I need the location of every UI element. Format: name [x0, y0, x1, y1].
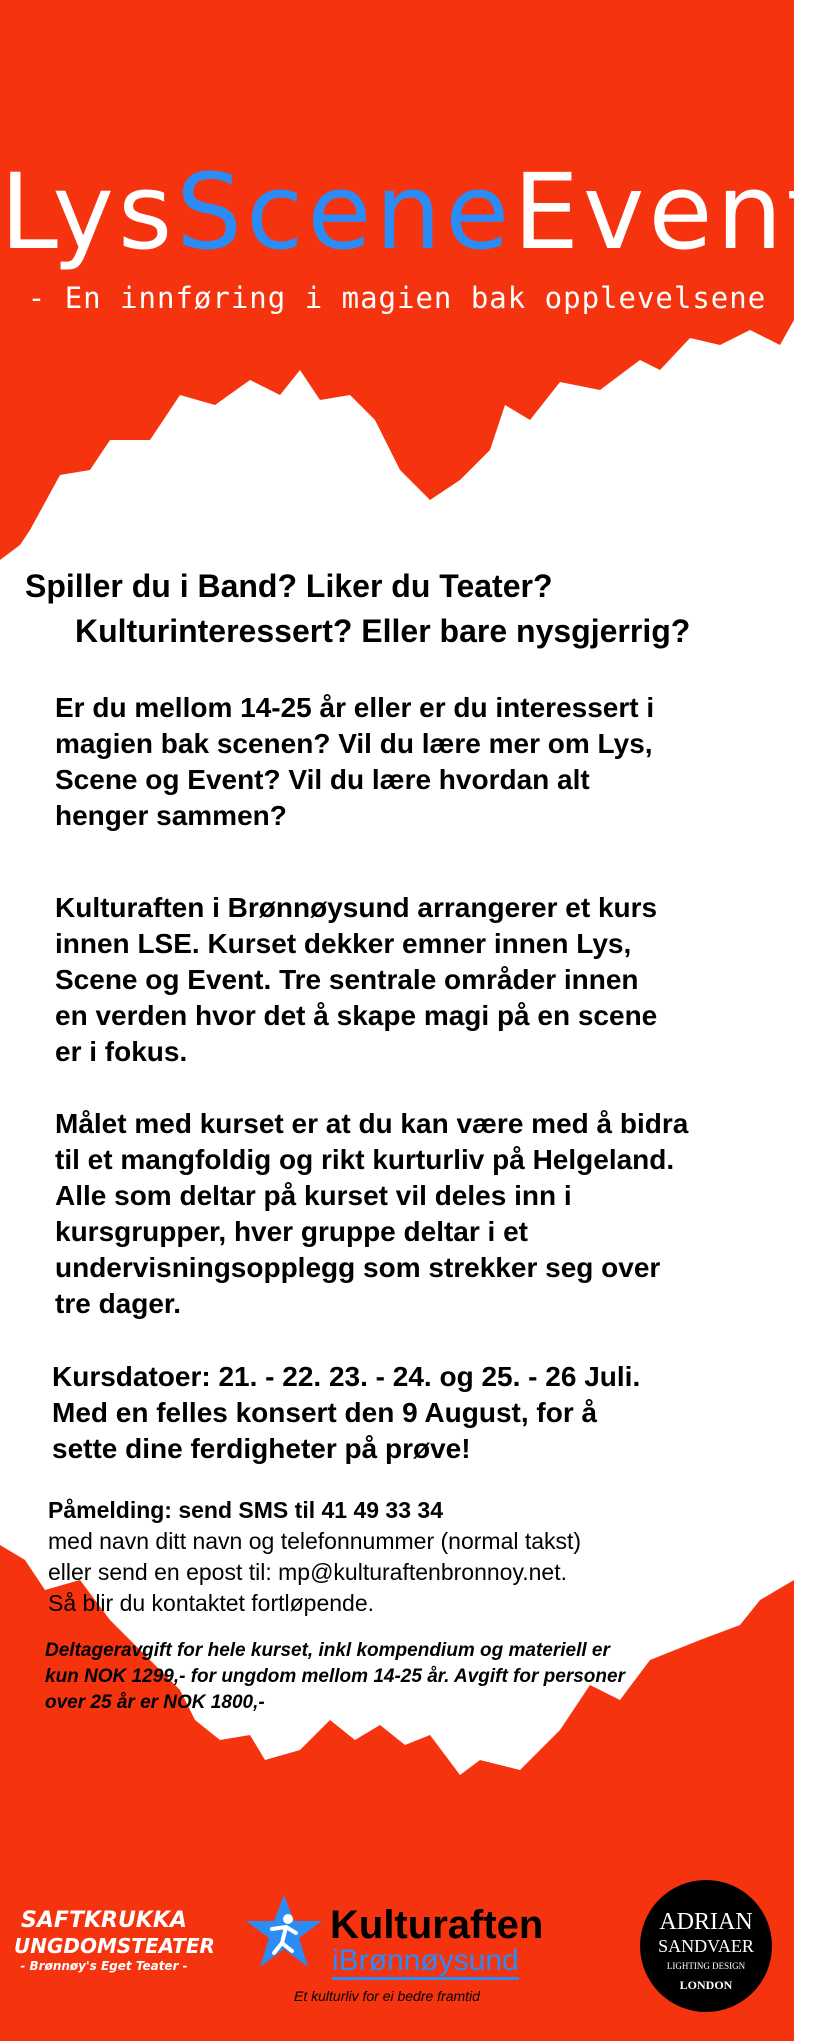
- intro-paragraph: [55, 690, 755, 834]
- poster-subtitle: - En innføring i magien bak opplevelsene: [27, 281, 767, 315]
- goal-paragraph: [55, 1106, 755, 1322]
- fee-line: Deltageravgift for hele kurset, inkl kompendium og materiell er: [45, 1640, 610, 1661]
- dates-line: Kursdatoer: 21. - 22. 23. - 24. og 25. - 26 Juli.: [52, 1361, 641, 1392]
- registration-block: [48, 1495, 748, 1619]
- saftkrukka-type: UNGDOMSTEATER: [14, 1934, 215, 1958]
- course-line: Scene og Event. Tre sentrale områder innen: [55, 964, 639, 995]
- course-line: en verden hvor det å skape magi på en scene: [55, 1000, 658, 1031]
- goal-line: kursgrupper, hver gruppe deltar i et: [55, 1216, 529, 1247]
- goal-line: Alle som deltar på kurset vil deles inn i: [55, 1180, 572, 1211]
- adrian-line-2: SANDVAER: [658, 1936, 754, 1956]
- registration-line: eller send en epost til: mp@kulturaftenbronnoy.net.: [48, 1559, 567, 1585]
- poster-title: [0, 151, 831, 273]
- goal-line: undervisningsopplegg som strekker seg over: [55, 1252, 661, 1283]
- saftkrukka-logo: [14, 1908, 215, 1974]
- headline-line-2: Kulturinteressert? Eller bare nysgjerrig?: [75, 613, 691, 649]
- registration-heading: Påmelding: send SMS til 41 49 33 34: [48, 1497, 443, 1523]
- adrian-sandvaer-logo: [640, 1880, 772, 2012]
- title-scene: Scene: [176, 151, 514, 273]
- kulturaften-sub: iBrønnøysund: [332, 1945, 519, 1980]
- registration-line: med navn ditt navn og telefonnummer (normal takst): [48, 1528, 582, 1554]
- intro-line: henger sammen?: [55, 800, 287, 831]
- top-red-shape: [0, 0, 794, 560]
- intro-line: Scene og Event? Vil du lære hvordan alt: [55, 764, 590, 795]
- course-line: er i fokus.: [55, 1036, 188, 1067]
- registration-line: Så blir du kontaktet fortløpende.: [48, 1590, 375, 1616]
- dates-line: sette dine ferdigheter på prøve!: [52, 1433, 471, 1464]
- headline-line-1: Spiller du i Band? Liker du Teater?: [25, 568, 553, 604]
- intro-line: Er du mellom 14-25 år eller er du interessert i: [55, 692, 655, 723]
- course-line: innen LSE. Kurset dekker emner innen Lys,: [55, 928, 632, 959]
- fee-block: [45, 1638, 705, 1716]
- kulturaften-tagline: Et kulturliv for ei bedre framtid: [294, 1988, 480, 2004]
- figure-head: [283, 1914, 293, 1924]
- goal-line: Målet med kurset er at du kan være med å bidra: [55, 1108, 689, 1139]
- saftkrukka-name: SAFTKRUKKA: [21, 1908, 187, 1933]
- course-paragraph: [55, 890, 755, 1070]
- saftkrukka-tagline: - Brønnøy's Eget Teater -: [20, 1959, 188, 1973]
- title-event: Event: [513, 151, 831, 273]
- adrian-line-1: ADRIAN: [659, 1909, 753, 1935]
- course-line: Kulturaften i Brønnøysund arrangerer et kurs: [55, 892, 658, 923]
- fee-line: kun NOK 1299,- for ungdom mellom 14-25 år. Avgift for personer: [45, 1666, 625, 1687]
- kulturaften-name: Kulturaften: [330, 1903, 544, 1947]
- goal-line: tre dager.: [55, 1288, 182, 1319]
- dates-line: Med en felles konsert den 9 August, for å: [52, 1397, 598, 1428]
- adrian-line-4: LONDON: [679, 1978, 733, 1992]
- intro-line: magien bak scenen? Vil du lære mer om Lys,: [55, 728, 653, 759]
- goal-line: til et mangfoldig og rikt kurturliv på Helgeland.: [55, 1144, 675, 1175]
- fee-line: over 25 år er NOK 1800,-: [45, 1692, 265, 1713]
- adrian-line-3: LIGHTING DESIGN: [666, 1961, 746, 1971]
- dates-paragraph: [52, 1359, 752, 1467]
- title-lys: Lys: [0, 151, 177, 273]
- star-figure-icon: [244, 1893, 324, 1973]
